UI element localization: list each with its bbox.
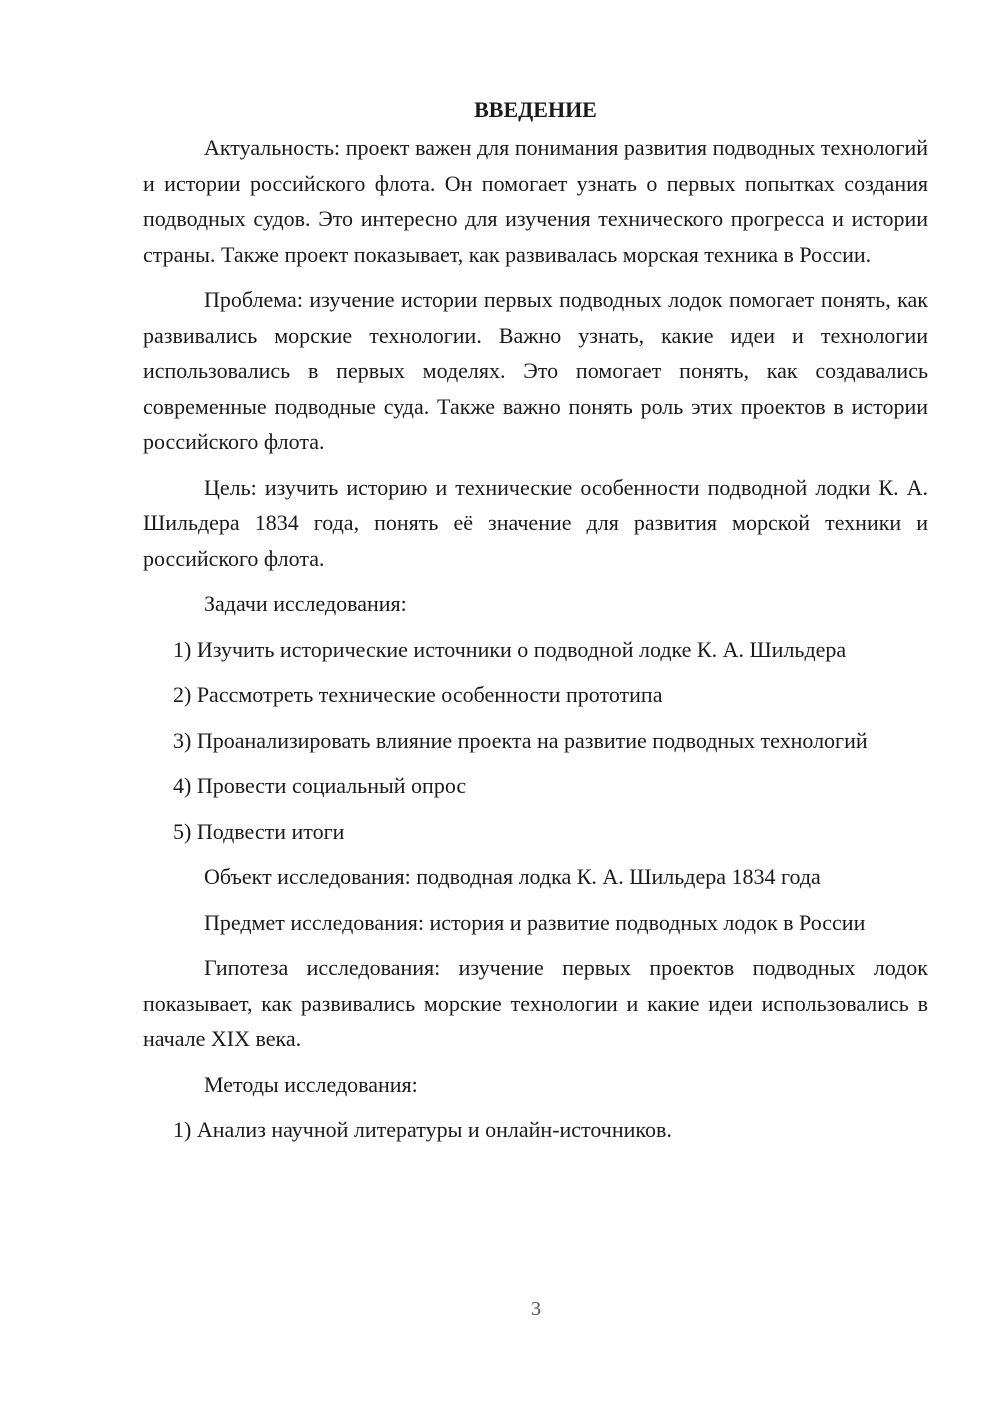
methods-title: Методы исследования: xyxy=(204,1071,418,1097)
task-item: 4) Провести социальный опрос xyxy=(173,773,467,798)
object-paragraph: Объект исследования: подводная лодка К. А. Шильдера 1834 года xyxy=(204,864,821,889)
section-heading: ВВЕДЕНИЕ xyxy=(474,97,597,122)
task-item: 1) Изучить исторические источники о подводной лодке К. А. Шильдера xyxy=(173,636,847,662)
task-item: 3) Проанализировать влияние проекта на развитие подводных технологий xyxy=(173,727,868,753)
method-item: 1) Анализ научной литературы и онлайн-источников. xyxy=(173,1117,672,1142)
tasks-title: Задачи исследования: xyxy=(204,591,407,616)
document-page xyxy=(143,92,928,1158)
relevance-paragraph: Актуальность: проект важен для понимания развития подводных технологий и истории российского флота. Он помогает узнать о первых попытках создания подводных судов. Это интересно для изучения технического прогресса и истории страны. Также проект показывает, как развивалась морская техника в России. xyxy=(143,135,928,267)
goal-paragraph: Цель: изучить историю и технические особенности подводной лодки К. А. Шильдера 1834 года, понять её значение для развития морской техники и российского флота. xyxy=(143,474,928,571)
hypothesis-paragraph: Гипотеза исследования: изучение первых проектов подводных лодок показывает, как развивались морские технологии и какие идеи использовались в начале XIX века. xyxy=(143,955,928,1051)
subject-paragraph: Предмет исследования: история и развитие подводных лодок в России xyxy=(204,909,866,935)
task-item: 5) Подвести итоги xyxy=(173,818,345,844)
task-item: 2) Рассмотреть технические особенности прототипа xyxy=(173,682,663,707)
problem-paragraph: Проблема: изучение истории первых подводных лодок помогает понять, как развивались морские технологии. Важно узнать, какие идеи и технологии использовались в первых моделях. Это помогает понять, как создавались современные подводные суда. Также важно понять роль этих проектов в истории российского флота. xyxy=(143,287,928,454)
page-number: 3 xyxy=(531,1298,541,1320)
